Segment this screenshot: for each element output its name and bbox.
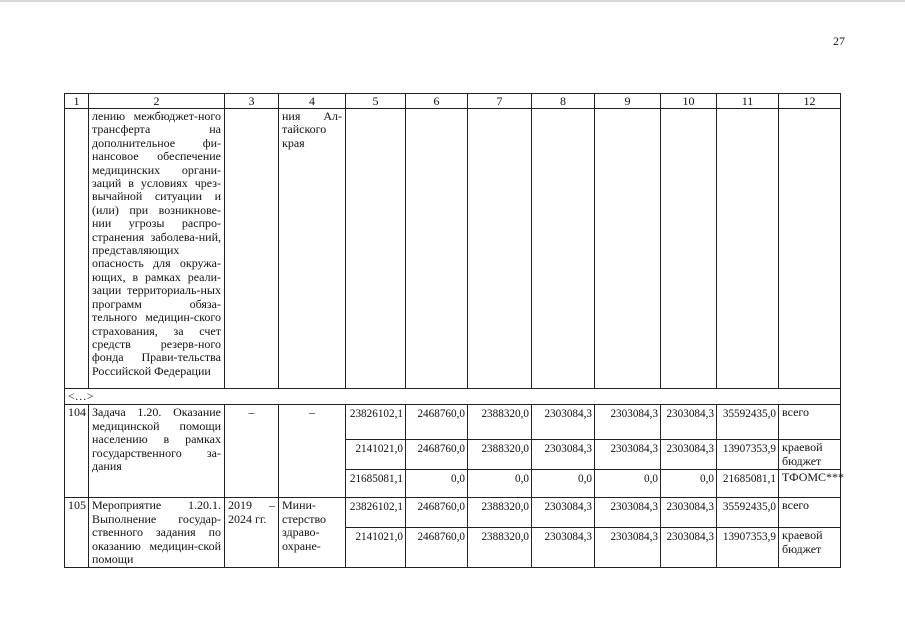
value-cell: 2141021,0 bbox=[346, 528, 406, 568]
source-cell: всего bbox=[779, 405, 841, 440]
value-cell: 2468760,0 bbox=[406, 528, 468, 568]
value-cell: 2303084,3 bbox=[532, 498, 595, 528]
column-number: 4 bbox=[279, 94, 346, 109]
executor-cell: – bbox=[279, 405, 346, 498]
column-number-row bbox=[65, 94, 841, 109]
executor-cell: Мини-стерство здраво-охране- bbox=[279, 498, 346, 568]
value-cell bbox=[661, 109, 717, 389]
value-cell: 13907353,9 bbox=[717, 528, 779, 568]
value-cell: 35592435,0 bbox=[717, 498, 779, 528]
value-cell: 2303084,3 bbox=[661, 440, 717, 470]
value-cell bbox=[406, 109, 468, 389]
value-cell: 0,0 bbox=[532, 470, 595, 498]
value-cell: 2303084,3 bbox=[661, 498, 717, 528]
column-number: 2 bbox=[89, 94, 225, 109]
scan-top-edge bbox=[0, 0, 905, 2]
executor-cell: ния Ал-тайского края bbox=[279, 109, 346, 389]
value-cell: 2388320,0 bbox=[468, 440, 532, 470]
value-cell: 0,0 bbox=[406, 470, 468, 498]
value-cell: 35592435,0 bbox=[717, 405, 779, 440]
period-cell: – bbox=[225, 405, 279, 498]
value-cell: 13907353,9 bbox=[717, 440, 779, 470]
value-cell: 2141021,0 bbox=[346, 440, 406, 470]
source-cell: ТФОМС*** bbox=[779, 470, 841, 498]
column-number: 12 bbox=[779, 94, 841, 109]
value-cell: 2303084,3 bbox=[595, 405, 661, 440]
column-number: 3 bbox=[225, 94, 279, 109]
budget-table bbox=[64, 93, 845, 568]
column-number: 7 bbox=[468, 94, 532, 109]
value-cell: 2468760,0 bbox=[406, 405, 468, 440]
value-cell: 2303084,3 bbox=[532, 440, 595, 470]
value-cell: 2388320,0 bbox=[468, 405, 532, 440]
value-cell bbox=[346, 109, 406, 389]
value-cell: 2388320,0 bbox=[468, 528, 532, 568]
value-cell: 23826102,1 bbox=[346, 498, 406, 528]
value-cell: 0,0 bbox=[595, 470, 661, 498]
value-cell: 2303084,3 bbox=[595, 440, 661, 470]
source-cell: всего bbox=[779, 498, 841, 528]
value-cell bbox=[717, 109, 779, 389]
source-cell: краевой бюджет bbox=[779, 440, 841, 470]
value-cell: 21685081,1 bbox=[346, 470, 406, 498]
value-cell: 2388320,0 bbox=[468, 498, 532, 528]
value-cell bbox=[595, 109, 661, 389]
separator-cell: <…> bbox=[65, 389, 841, 405]
value-cell: 2468760,0 bbox=[406, 498, 468, 528]
table-row bbox=[65, 498, 841, 528]
column-number: 9 bbox=[595, 94, 661, 109]
value-cell: 21685081,1 bbox=[717, 470, 779, 498]
value-cell: 2303084,3 bbox=[532, 405, 595, 440]
source-cell: краевой бюджет bbox=[779, 528, 841, 568]
page-number: 27 bbox=[833, 34, 845, 48]
value-cell: 2303084,3 bbox=[595, 528, 661, 568]
row-number: 105 bbox=[65, 498, 89, 568]
table-row-continuation bbox=[65, 109, 841, 389]
source-cell bbox=[779, 109, 841, 389]
row-number-cell bbox=[65, 109, 89, 389]
period-cell: 2019 – 2024 гг. bbox=[225, 498, 279, 568]
value-cell: 2303084,3 bbox=[661, 528, 717, 568]
value-cell: 2468760,0 bbox=[406, 440, 468, 470]
column-number: 8 bbox=[532, 94, 595, 109]
column-number: 1 bbox=[65, 94, 89, 109]
value-cell bbox=[532, 109, 595, 389]
column-number: 5 bbox=[346, 94, 406, 109]
value-cell bbox=[468, 109, 532, 389]
column-number: 10 bbox=[661, 94, 717, 109]
column-number: 6 bbox=[406, 94, 468, 109]
value-cell: 2303084,3 bbox=[532, 528, 595, 568]
column-number: 11 bbox=[717, 94, 779, 109]
value-cell: 0,0 bbox=[468, 470, 532, 498]
measure-name: Мероприятие 1.20.1. Выполнение государ-ственного задания по оказанию медицин-ской помощи bbox=[89, 498, 225, 568]
row-number: 104 bbox=[65, 405, 89, 498]
value-cell: 2303084,3 bbox=[595, 498, 661, 528]
table-row bbox=[65, 405, 841, 440]
task-name: Задача 1.20. Оказание медицинской помощи населению в рамках государственного за-дания bbox=[89, 405, 225, 498]
value-cell: 0,0 bbox=[661, 470, 717, 498]
value-cell: 23826102,1 bbox=[346, 405, 406, 440]
measure-name-cell: лению межбюджет-ного трансферта на дополнительное фи-нансовое обеспечение медицинских органи-заций в условиях чрез-вычайной ситуации и (или) при возникнове-нии угрозы распро-странения заболева-ний, представляющих опасность для окружа-ющих, в рамках реали-зации территориаль-ных программ обяза-тельного медицин-ского страхования, за счет средств резерв-ного фонда Прави-тельства Российской Федерации bbox=[89, 109, 225, 389]
table-row-separator bbox=[65, 389, 841, 405]
period-cell bbox=[225, 109, 279, 389]
value-cell: 2303084,3 bbox=[661, 405, 717, 440]
